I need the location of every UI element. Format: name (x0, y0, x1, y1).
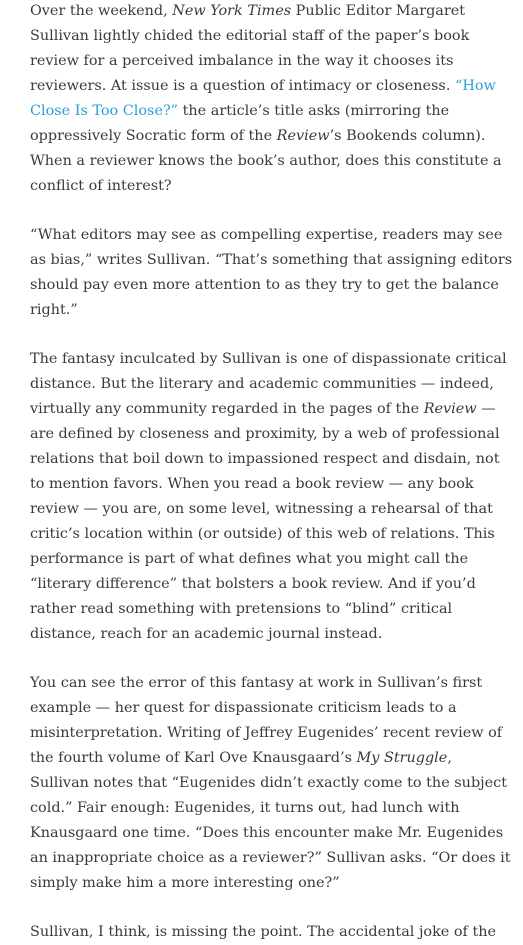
text-run: the article’s title asks (mirroring the oppressively Socratic form of the (30, 103, 450, 144)
paragraph-3 (30, 347, 513, 647)
text-run: The fantasy inculcated by Sullivan is one of dispassionate critical distance. But the literary and academic communities — indeed, virtually any community regarded in the pages of the (30, 351, 507, 417)
paragraph-4 (30, 671, 513, 896)
text-run: You can see the error of this fantasy at work in Sullivan’s first example — her quest for dispassionate criticism leads to a misinterpretation. Writing of Jeffrey Eugenides’ recent review of the fourth volume of Karl Ove Knausgaard’s (30, 675, 503, 766)
text-run: Public Editor Margaret Sullivan lightly chided the editorial staff of the paper’s book review for a perceived imbalance in the way it chooses its reviewers. At issue is a question of intimacy or closeness. (30, 3, 470, 94)
text-run: , Sullivan notes that “Eugenides didn’t exactly come to the subject cold.” Fair enough: Eugenides, it turns out, had lunch with Knausgaard one time. “Does this encounter make Mr. Eugenides an inappropriate choice as a reviewer?” Sullivan asks. “Or does it simply make him a more interesting one?” (30, 750, 511, 891)
text-run: — are defined by closeness and proximity, by a web of professional relations that boil down to impassioned respect and disdain, not to mention favors. When you read a book review — any book review — you are, on some level, witnessing a rehearsal of that critic’s location within (or outside) of this web of relations. This performance is part of what defines what you might call the “literary difference” that bolsters a book review. And if you’d rather read something with pretensions to “blind” critical distance, reach for an academic journal instead. (30, 401, 500, 642)
article-title-link[interactable]: “How Close Is Too Close?” (30, 78, 496, 119)
publication-name: Review (423, 401, 477, 417)
text-run: Over the weekend, (30, 3, 173, 19)
text-run: Sullivan, I think, is missing the point. The accidental joke of the (30, 924, 497, 940)
paragraph-2 (30, 223, 513, 323)
publication-name: Review (276, 128, 330, 144)
publication-name: New York Times (172, 3, 292, 19)
paragraph-5 (30, 920, 513, 945)
text-run: ’s Bookends column). When a reviewer knows the book’s author, does this constitute a conflict of interest? (30, 128, 502, 194)
paragraph-1 (30, 0, 513, 199)
book-title: My Struggle (356, 750, 448, 766)
text-run: “What editors may see as compelling expertise, readers may see as bias,” writes Sullivan. “That’s something that assigning editors should pay even more attention to as they try to get the balance right.” (30, 227, 513, 318)
